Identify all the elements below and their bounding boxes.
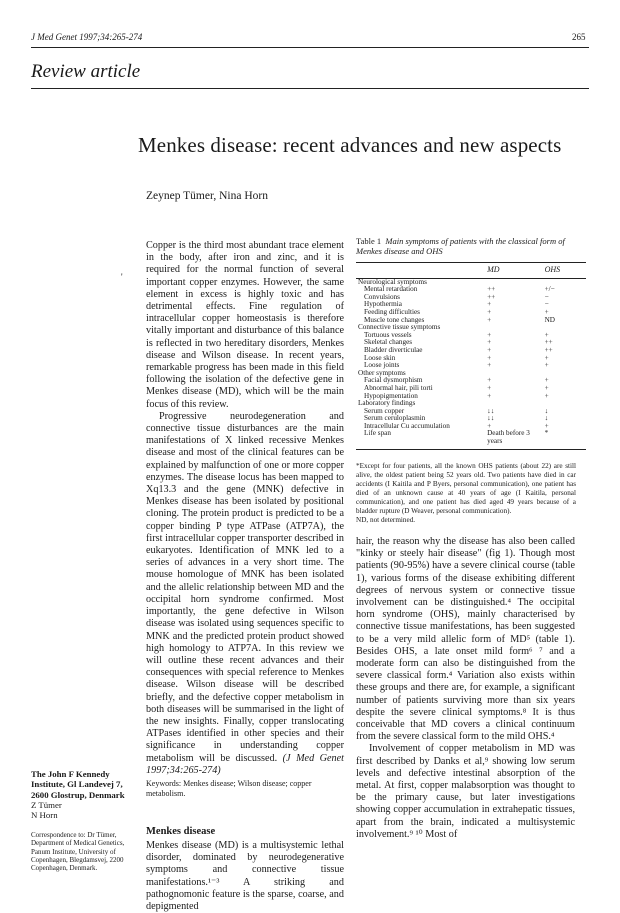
table-caption [356,236,582,256]
column-2-paragraph-2: Involvement of copper metabolism in MD was first described by Danks et al,⁹ showing low serum levels and defective intestinal absorption of the metal. At first, copper malabsorption was thought to be the primary cause, but later investigations showing copper accumulation in extrahepatic tissues, apart from the brain, indicated a multisystemic involvement.⁹ ¹⁰ Most of [356,743,575,840]
table-ohs-value: + [544,376,549,385]
table-footnote [356,462,576,525]
author-list: Zeynep Tümer, Nina Horn [146,190,268,202]
table-md-value: + [487,383,492,392]
header-rule [31,47,589,48]
table-symptom-label: Bladder diverticulae [364,345,423,354]
table-symptom-label: Mental retardation [364,285,418,294]
column-2-text [356,536,575,841]
abstract-paragraph-1: Copper is the third most abundant trace element in the body, after iron and zinc, and it is required for the normal function of several important copper enzymes. However, the same element in excess is highly toxic and has detrimental effects. Fine regulation of intracellular copper homeostasis is therefore vitally important and disturbance of this balance is reflected in two hereditary disorders, Menkes disease and Wilson disease. In recent years, remarkable progress has been made in this field following the isolation of the defective gene in Menkes disease (MD), which will be the main focus of this review. [146,240,344,410]
keywords: Keywords: Menkes disease; Wilson disease; copper metabolism. [146,779,312,798]
affiliation-name-2: N Horn [31,810,58,821]
table-symptom-label: Skeletal changes [364,338,413,347]
table-symptom-label: Feeding difficulties [364,307,420,316]
table-md-value: + [487,353,492,362]
symptoms-table [356,262,586,450]
abstract [146,240,344,777]
section-label: Review article [31,61,141,82]
table-ohs-value: ++ [544,345,553,354]
table-caption-text: Main symptoms of patients with the classical form of Menkes disease and OHS [356,236,565,256]
table-ohs-value: + [544,361,549,370]
table-row [356,430,586,449]
article-title: Menkes disease: recent advances and new aspects [138,133,562,157]
table-ohs-value: + [544,307,549,316]
menkes-paragraph [146,840,344,913]
table-header-md: MD [487,263,545,279]
table-symptom-label: Loose joints [364,361,400,370]
menkes-paragraph-text: Menkes disease (MD) is a multisystemic lethal disorder, dominated by neurodegenerative symptoms and connective tissue manifestations.¹⁻³ A striking and pathognomonic feature is the sparse, coarse, and depigmented [146,840,344,913]
table-md-value: + [487,376,492,385]
table-md-value: + [487,307,492,316]
table-ohs-value: ↓ [544,406,549,415]
table-group-label: Connective tissue symptoms [358,323,441,332]
table-caption-label: Table 1 [356,236,382,246]
table-symptom-label: Hypopigmentation [364,391,418,400]
abstract-paragraph-2-text: Progressive neurodegeneration and connective tissue disturbances are the main manifestations of X linked recessive Menkes disease and most of the clinical features can be explained by malfunction of one or more copper enzymes. The disease locus has been mapped to Xq13.3 and the gene (MNK) defective in Menkes disease has been isolated by positional cloning. The protein product is predicted to be a copper binding P type ATPase (ATP7A), the first intracellular copper transporter described in eukaryotes. Identification of MNK led to a series of advances in a very short time. The mouse homologue of MNK has been isolated and the allelic relationship between MD and the occipital horn syndrome confirmed. Most importantly, the gene defective in Wilson disease was isolated using sequences specific to MNK and the predicted protein product showed high homology to ATP7A. In this review we will outline these recent advances and their consequences with special reference to Menkes disease. Wilson disease will be described briefly, and the defective copper metabolism in both diseases will be summarised in the light of the new insights. Finally, copper translocating ATPases identified in other species and their significance in understanding copper metabolism will be discussed. [146,410,344,764]
section-heading: Menkes disease [146,826,216,837]
table-ohs-value: ++ [544,338,553,347]
table-md-value: ++ [487,292,496,301]
table-symptom-label: Muscle tone changes [364,315,425,324]
table-md-value: Death before 3 years [487,430,545,449]
table-ohs-value: ↓ [544,414,549,423]
table-md-value: + [487,345,492,354]
table-symptom-label: Tortuous vessels [364,330,412,339]
table-symptom-label: Intracellular Cu accumulation [364,421,450,430]
table-ohs-value: +/− [544,285,555,294]
table-symptom-label: Abnormal hair, pili torti [364,383,433,392]
affiliation-name-1: Z Tümer [31,799,62,810]
table-symptom-label: Life span [356,430,487,449]
table-header-ohs: OHS [545,263,586,279]
table-md-value [487,324,545,332]
table-ohs-value: − [544,300,549,309]
column-2-paragraph-1: hair, the reason why the disease has also been called "kinky or steely hair disease" (fig 1). Though most patients (90-95%) have a severe clinical course (table 1), various forms of the disease exhibiting different degrees of nervous system or connective tissue involvement can be distinguished.⁴ The occipital horn syndrome (OHS), mainly characterised by connective tissue manifestations, has been suggested to be a very mild allelic form of MD⁵ (table 1). Besides OHS, a late onset mild form⁶ ⁷ and a moderate form can also be distinguished from the severe classical form.⁴ Variation also exists within these groups and there are, for example, a significant number of patients surviving more than six years despite the severe clinical symptoms.⁸ It is thus conceivable that MD covers a clinical continuum from the severe classical form to the mild OHS.⁴ [356,536,575,743]
table-symptom-label: Loose skin [364,353,396,362]
table-ohs-value: ND [544,315,555,324]
table-md-value: + [487,300,492,309]
table-md-value: ↓↓ [487,406,495,415]
table-ohs-value: + [544,383,549,392]
table-md-value [487,278,545,286]
table-ohs-value: − [544,292,549,301]
journal-reference: J Med Genet 1997;34:265-274 [31,32,143,42]
page-number: 265 [572,32,586,42]
table-ohs-value: + [544,330,549,339]
table-md-value: + [487,361,492,370]
affiliation-institution: The John F Kennedy Institute, Gl Landevej 7, 2600 Glostrup, Denmark [31,769,125,800]
table-md-value: ↓↓ [487,414,495,423]
table-ohs-value [545,370,586,378]
table-symptom-label: Hypothermia [364,300,402,309]
table-header-blank [356,263,487,279]
table-md-value [487,400,545,408]
table-group-label: Neurological symptoms [358,277,427,286]
table-md-value: + [487,391,492,400]
table-footnote-text: *Except for four patients, all the known OHS patients (about 22) are still alive, the oldest patient being 52 years old. Two patients have died in car accidents (I Kaitila and P Byers, personal communication), one patient has died of an unknown cause at 40 years of age (I Kaitila, personal communication), and one patient has died aged 49 years because of a bladder rupture (D Weaver, personal communication). [356,462,576,515]
table-ohs-value: + [544,421,549,430]
table-ohs-value: * [545,430,586,449]
margin-mark: ' [121,272,123,282]
table-md-value: + [487,421,492,430]
table-body [356,278,586,449]
abstract-citation: (J Med Genet 1997;34:265-274) [146,752,344,776]
table-md-value: + [487,338,492,347]
table-symptom-label: Serum copper [364,406,405,415]
table-group-label: Other symptoms [358,368,406,377]
table-symptom-label: Facial dysmorphism [364,376,423,385]
table-md-value: ++ [487,285,496,294]
abstract-paragraph-2 [146,411,344,777]
table-footnote-nd: ND, not determined. [356,516,416,524]
table-symptom-label: Convulsions [364,292,400,301]
table-ohs-value [545,324,586,332]
table-group-label: Laboratory findings [358,399,416,408]
correspondence: Correspondence to: Dr Tümer, Department of Medical Genetics, Panum Institute, University of Copenhagen, Blegdamsvej, 2200 Copenhagen, Denmark. [31,831,125,873]
table-ohs-value [545,400,586,408]
table-symptom-label: Serum ceruloplasmin [364,414,426,423]
table-md-value [487,370,545,378]
table-md-value: + [487,315,492,324]
table-ohs-value: + [544,391,549,400]
section-rule [31,88,589,89]
affiliation [31,769,141,820]
table-md-value: + [487,330,492,339]
table-ohs-value: + [544,353,549,362]
